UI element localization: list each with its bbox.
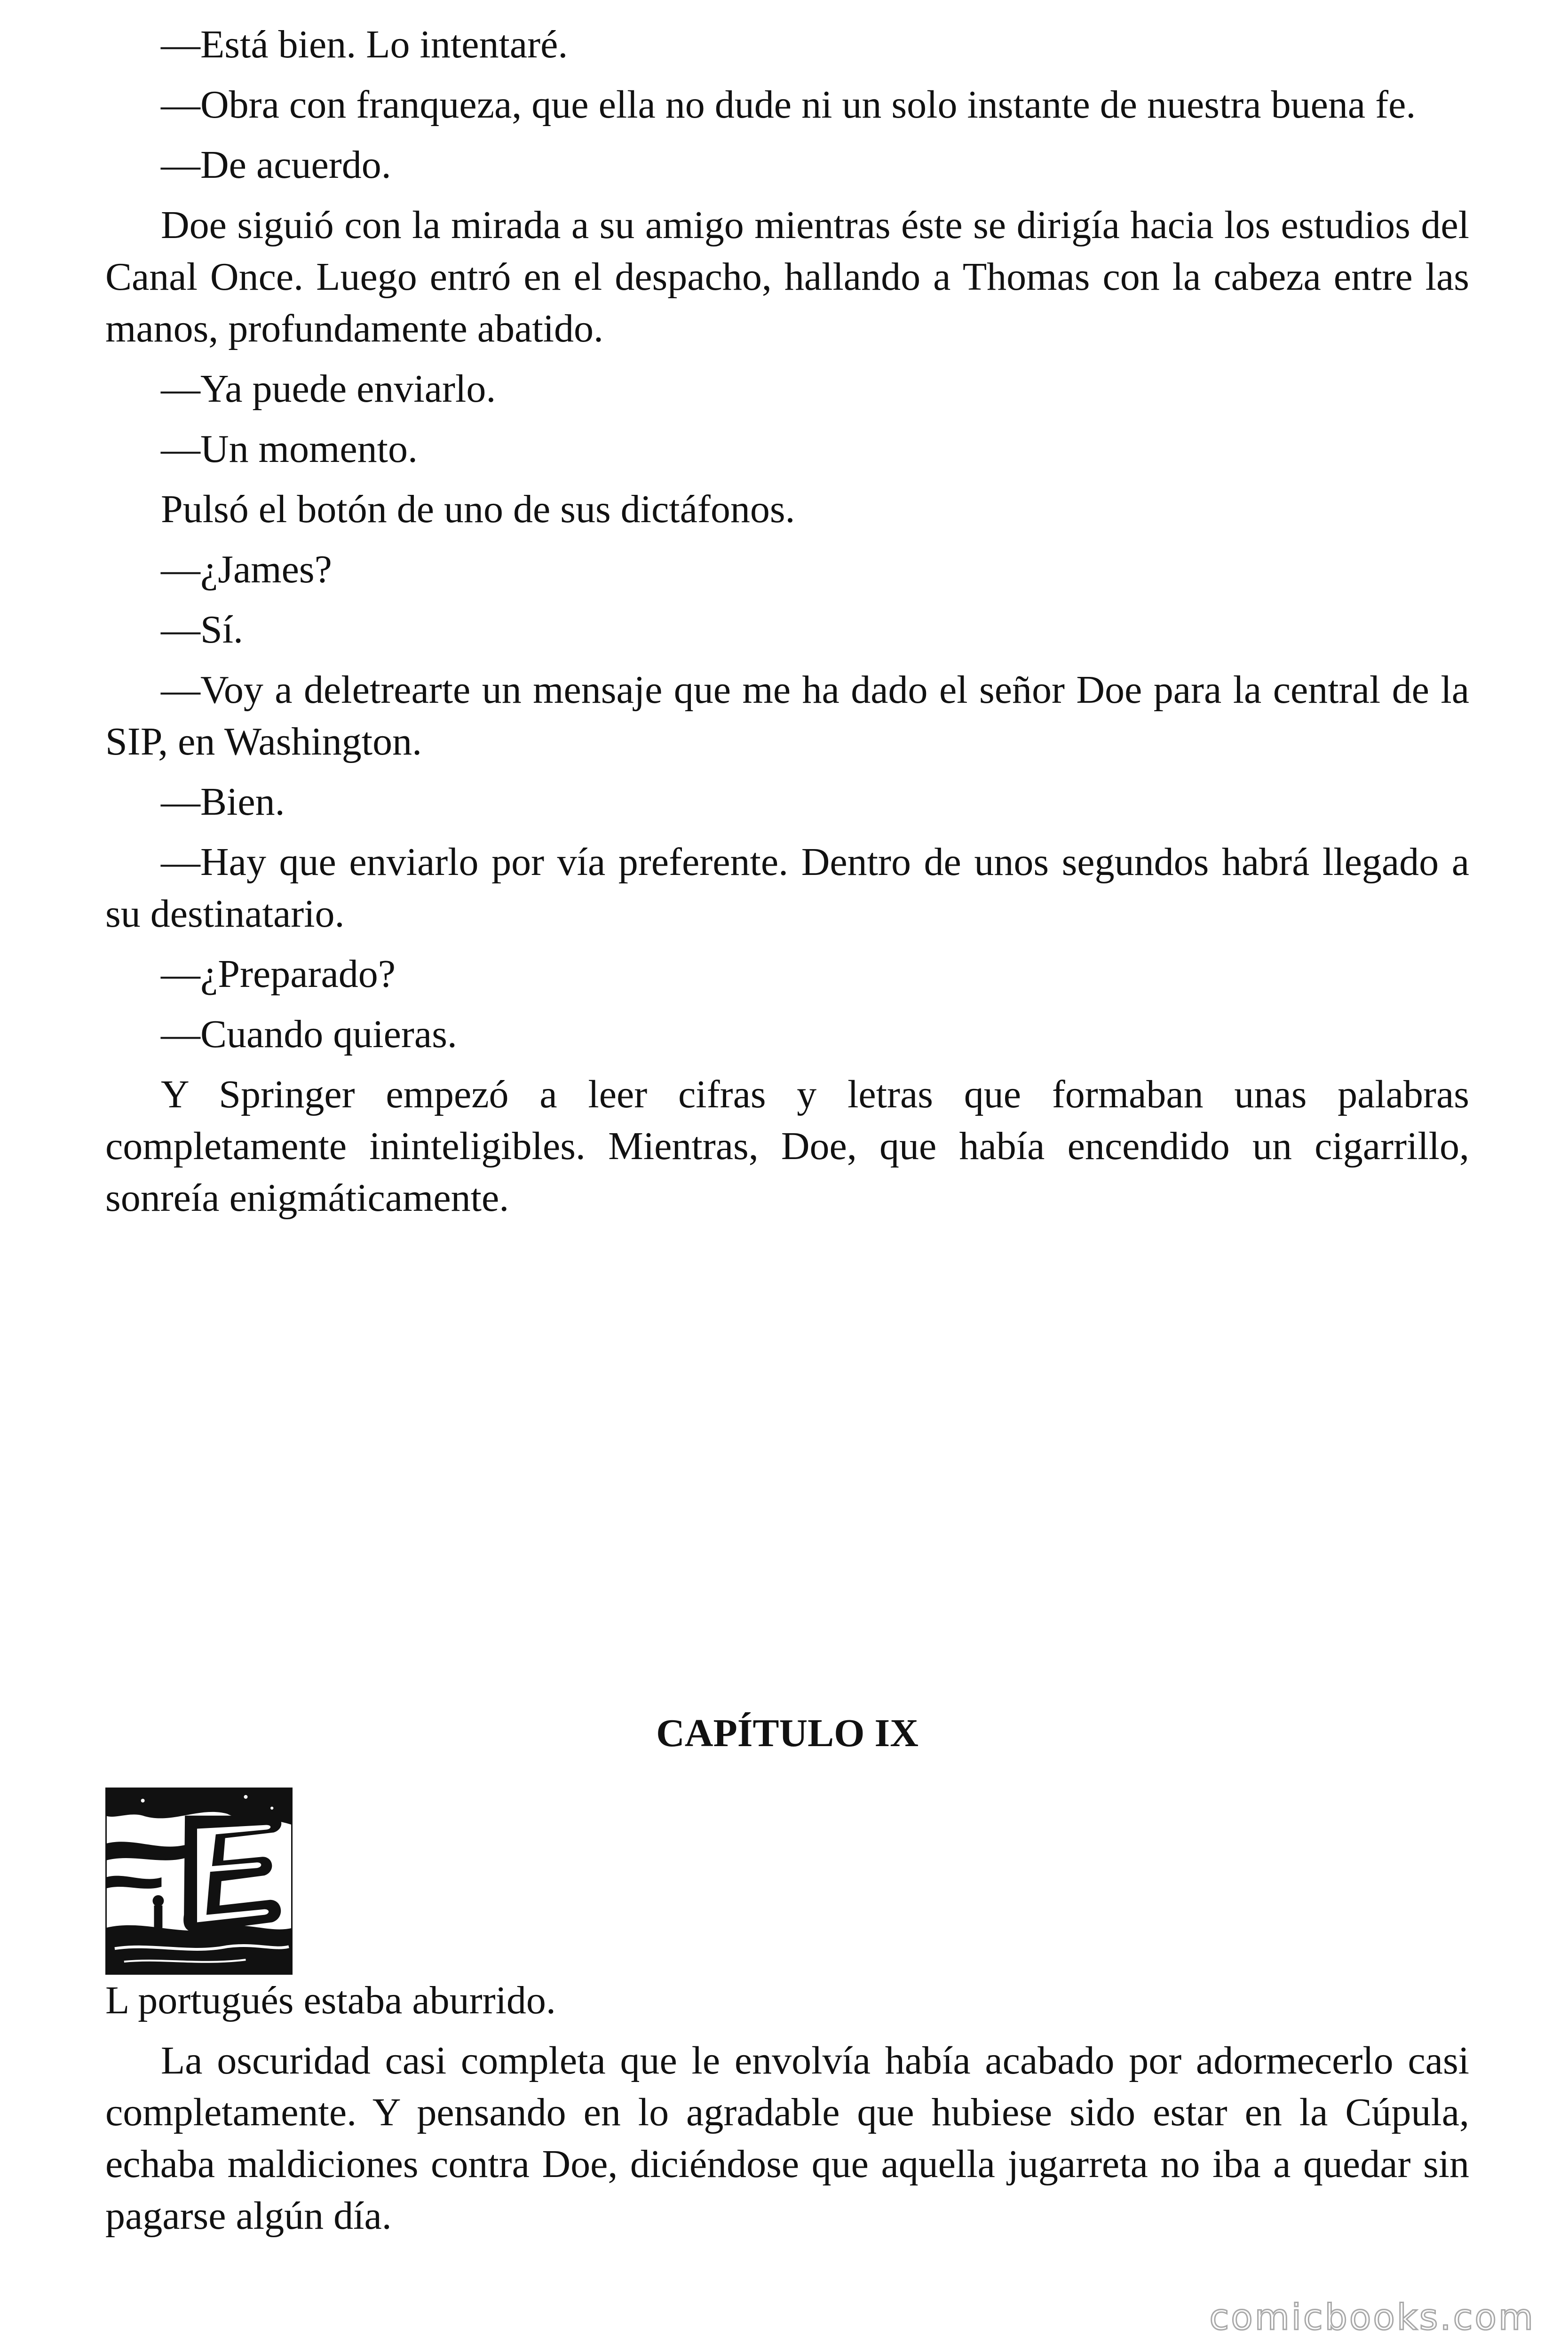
paragraph: —¿Preparado? [161, 952, 396, 996]
dropcap-illustration [105, 1788, 293, 1975]
section-spacer [105, 1232, 1469, 1708]
paragraph: —Está bien. Lo intentaré. [161, 23, 568, 66]
paragraph: —Obra con franqueza, que ella no dude ni un solo instante de nuestra buena fe. [161, 83, 1416, 127]
paragraph: L portugués estaba aburrido. [105, 1979, 556, 2022]
paragraph: —¿James? [161, 548, 332, 591]
paragraph: —Cuando quieras. [161, 1012, 457, 1056]
paragraph: Y Springer empezó a leer cifras y letras que formaban unas palabras completamente ininteligibles. Mientras, Doe, que había encendido un cigarrillo, sonreía enigmáticamente. [105, 1073, 1469, 1220]
paragraphs-top [105, 19, 1469, 1224]
paragraphs-bottom [105, 1975, 1469, 2242]
paragraph: Doe siguió con la mirada a su amigo mientras éste se dirigía hacia los estudios del Canal Once. Luego entró en el despacho, hallando a Thomas con la cabeza entre las manos, profundamente abatido. [105, 203, 1469, 350]
paragraph: —Sí. [161, 608, 244, 652]
paragraph: La oscuridad casi completa que le envolvía había acabado por adormecerlo casi completamente. Y pensando en lo agradable que hubiese sido estar en la Cúpula, echaba maldiciones contra Doe, diciéndose que aquella jugarreta no iba a quedar sin pagarse algún día. [105, 2039, 1469, 2238]
paragraph: —Bien. [161, 780, 285, 824]
paragraph: —Ya puede enviarlo. [161, 367, 496, 411]
paragraph: Pulsó el botón de uno de sus dictáfonos. [161, 487, 795, 531]
watermark: comicbooks.com [1209, 2296, 1535, 2338]
paragraph: —Voy a deletrearte un mensaje que me ha dado el señor Doe para la central de la SIP, en Washington. [105, 668, 1469, 763]
chapter-title: CAPÍTULO IX [656, 1711, 919, 1755]
paragraph: —De acuerdo. [161, 143, 391, 187]
book-page [105, 19, 1469, 2250]
paragraph: —Hay que enviarlo por vía preferente. Dentro de unos segundos habrá llegado a su destinatario. [105, 840, 1469, 936]
paragraph: —Un momento. [161, 427, 418, 471]
